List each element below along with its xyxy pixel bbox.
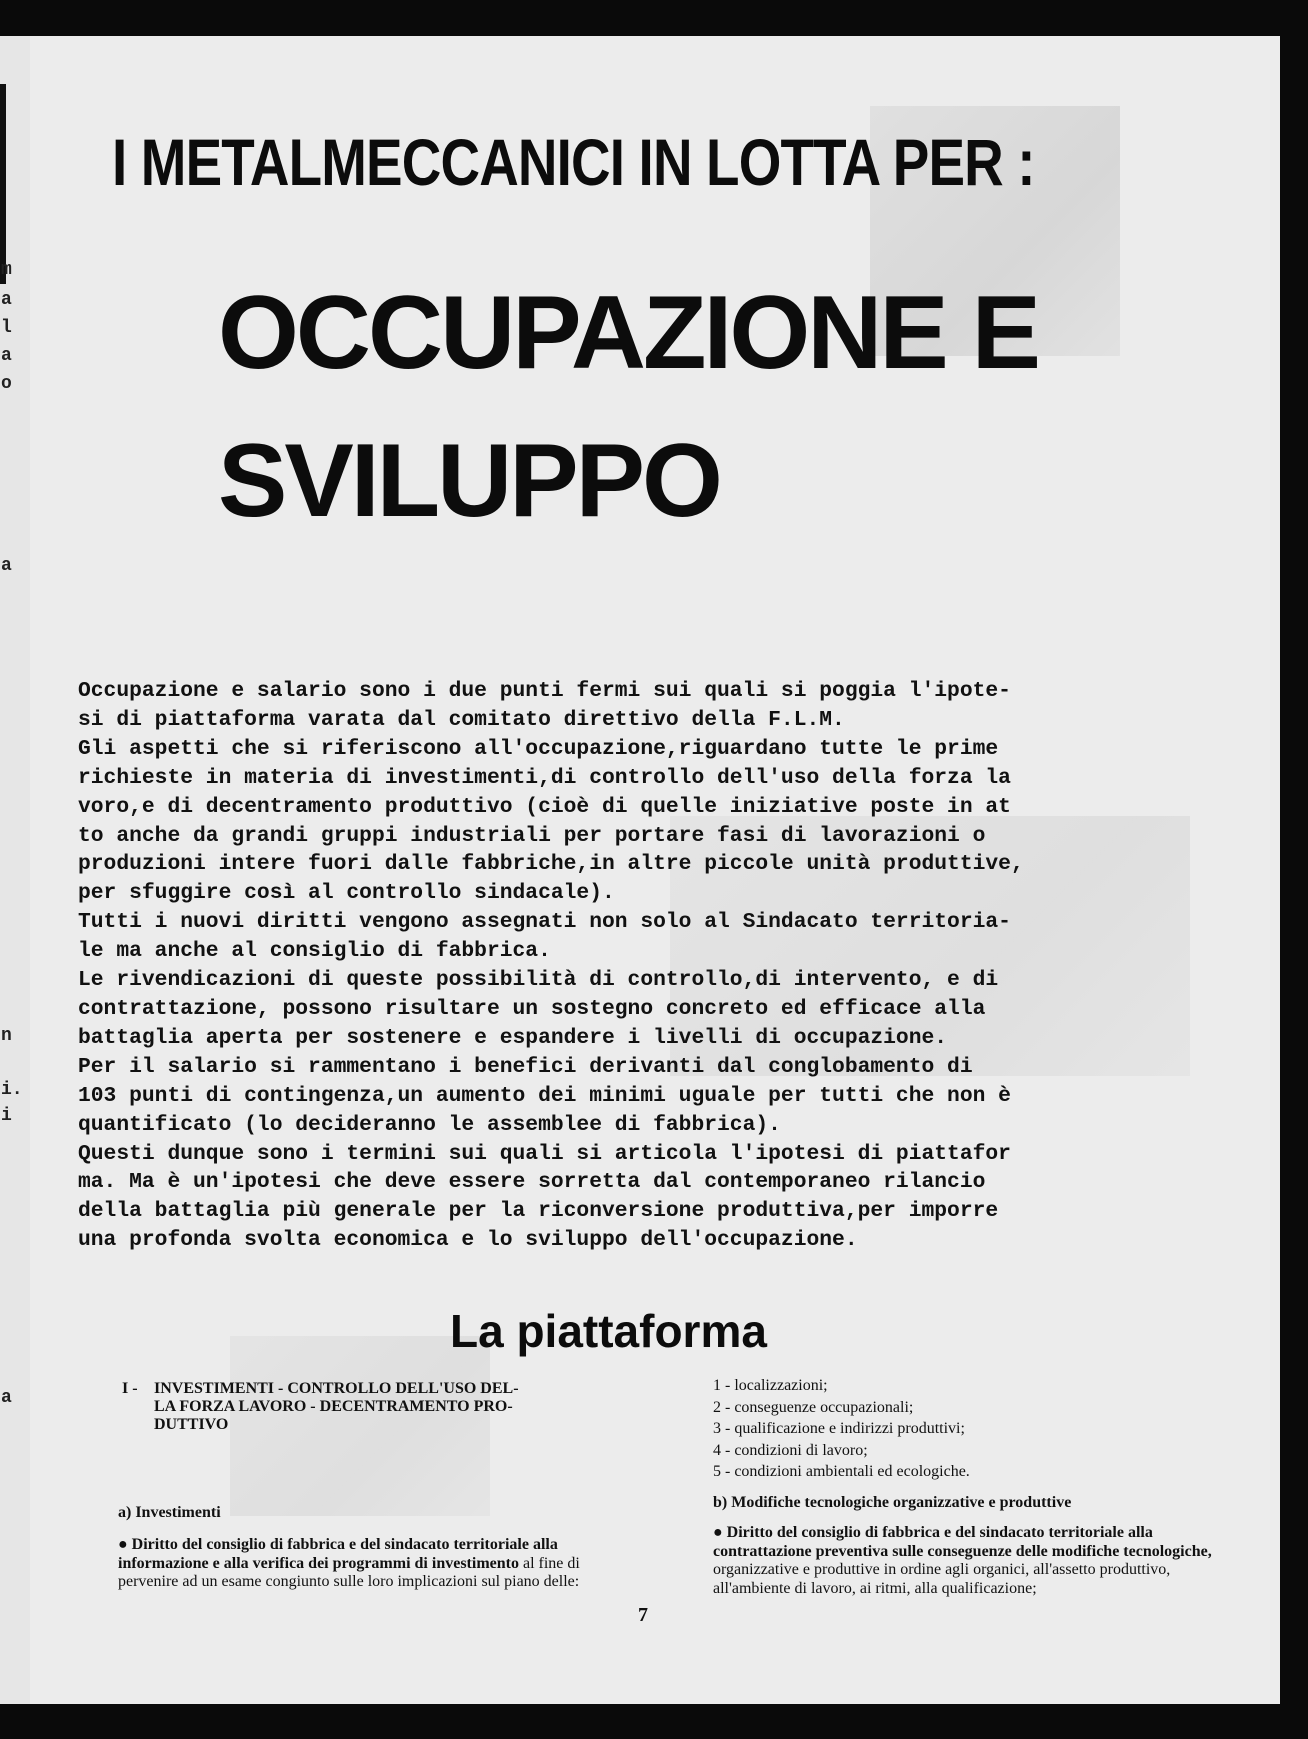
intro-line: si di piattaforma varata dal comitato direttivo della F.L.M. — [78, 707, 845, 732]
intro-line: una profonda svolta economica e lo sviluppo dell'occupazione. — [78, 1228, 858, 1253]
intro-line: della battaglia più generale per la riconversione produttiva,per imporre — [78, 1199, 999, 1224]
intro-line: 103 punti di contingenza,un aumento dei minimi uguale per tutti che non è — [78, 1083, 1011, 1108]
paragraph-bold: ● Diritto del consiglio di fabbrica e del sindacato territoriale alla informazione e alla verifica dei programmi di investimento — [118, 1536, 558, 1572]
margin-fragment: a — [1, 556, 12, 576]
margin-fragment: n — [1, 1026, 12, 1046]
list-item: 1 - localizzazioni; — [713, 1377, 828, 1394]
intro-line: produzioni intere fuori dalle fabbriche,in altre piccole unità produttive, — [78, 852, 1024, 877]
intro-line: richieste in materia di investimenti,di controllo dell'uso della forza la — [78, 765, 1011, 790]
paragraph-rest: organizzative e produttive in ordine agli organici, all'assetto produttivo, all'ambiente di lavoro, ai ritmi, alla qualificazione; — [713, 1561, 1171, 1597]
page-number: 7 — [638, 1604, 648, 1626]
investimenti-paragraph — [118, 1536, 628, 1592]
implications-list — [713, 1375, 1233, 1483]
intro-line: Questi dunque sono i termini sui quali si articola l'ipotesi di piattafor — [78, 1141, 1011, 1166]
list-item: 5 - condizioni ambientali ed ecologiche. — [713, 1463, 970, 1480]
heading-line: LA FORZA LAVORO - DECENTRAMENTO PRO- — [154, 1398, 513, 1415]
list-item: 2 - conseguenze occupazionali; — [713, 1398, 914, 1416]
margin-fragment: o — [1, 374, 12, 394]
intro-line: le ma anche al consiglio di fabbrica. — [78, 939, 551, 964]
modifiche-paragraph — [713, 1524, 1223, 1598]
headline-line-2: OCCUPAZIONE E — [218, 275, 1039, 391]
margin-fragment: i — [1, 1106, 12, 1126]
headline-line-1: I METALMECCANICI IN LOTTA PER : — [112, 125, 1035, 199]
paragraph-bold: ● Diritto del consiglio di fabbrica e del sindacato territoriale alla contrattazione preventiva sulle conseguenze delle modifiche tecnologiche, — [713, 1524, 1212, 1560]
intro-line: contrattazione, possono risultare un sostegno concreto ed efficace alla — [78, 996, 986, 1021]
subsection-b: b) Modifiche tecnologiche organizzative e produttive — [713, 1494, 1072, 1511]
margin-fragment: a — [1, 1388, 12, 1408]
left-page-edge — [0, 36, 30, 1704]
intro-line: Tutti i nuovi diritti vengono assegnati non solo al Sindacato territoria- — [78, 910, 1011, 935]
intro-text — [78, 677, 1238, 1255]
margin-fragment: a — [1, 290, 12, 310]
list-item: 3 - qualificazione e indirizzi produttivi; — [713, 1420, 965, 1437]
heading-number: I - — [122, 1380, 138, 1397]
intro-line: to anche da grandi gruppi industriali per portare fasi di lavorazioni o — [78, 823, 986, 848]
heading-line: INVESTIMENTI - CONTROLLO DELL'USO DEL- — [154, 1380, 519, 1397]
paragraph-rest: al fine di pervenire ad un esame congiunto sulle loro implicazioni sul piano delle: — [118, 1554, 580, 1590]
intro-line: Per il salario si rammentano i benefici derivanti dal conglobamento di — [78, 1054, 973, 1079]
subsection-a: a) Investimenti — [118, 1504, 221, 1521]
intro-line: Gli aspetti che si riferiscono all'occupazione,riguardano tutte le prime — [78, 736, 999, 761]
left-column-heading — [122, 1380, 622, 1434]
intro-line: Le rivendicazioni di queste possibilità di controllo,di intervento, e di — [78, 968, 999, 993]
section-title: La piattaforma — [450, 1305, 767, 1357]
margin-fragment: i. — [1, 1080, 23, 1100]
list-item: 4 - condizioni di lavoro; — [713, 1441, 868, 1459]
margin-fragment: m — [1, 260, 12, 280]
margin-fragment: a — [1, 346, 12, 366]
intro-line: quantificato (lo decideranno le assemblee di fabbrica). — [78, 1112, 781, 1137]
intro-line: battaglia aperta per sostenere e espandere i livelli di occupazione. — [78, 1025, 948, 1050]
heading-line: DUTTIVO — [154, 1416, 229, 1433]
magazine-page — [30, 36, 1280, 1704]
intro-line: voro,e di decentramento produttivo (cioè di quelle iniziative poste in at — [78, 794, 1011, 819]
headline-line-3: SVILUPPO — [218, 423, 720, 539]
intro-line: Occupazione e salario sono i due punti fermi sui quali si poggia l'ipote- — [78, 679, 1011, 703]
margin-fragment: l — [1, 318, 12, 338]
edge-bar — [0, 84, 6, 284]
intro-line: ma. Ma è un'ipotesi che deve essere sorretta dal contemporaneo rilancio — [78, 1170, 986, 1195]
intro-line: per sfuggire così al controllo sindacale). — [78, 881, 615, 906]
